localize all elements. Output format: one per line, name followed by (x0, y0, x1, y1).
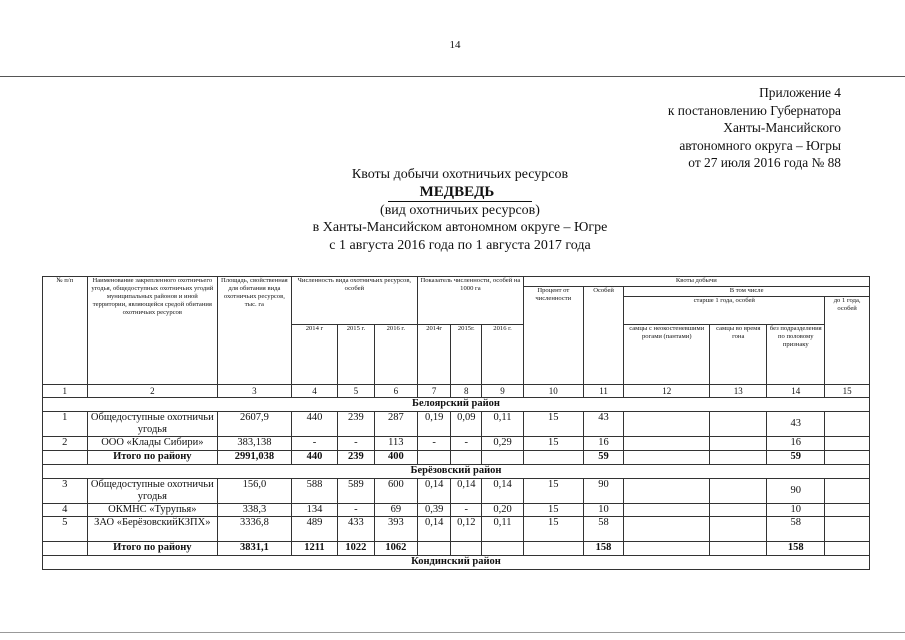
row-area: 3336,8 (218, 517, 292, 542)
total-count: 158 (583, 542, 623, 556)
total-p2014: 1211 (291, 542, 338, 556)
header-year: 2016 г. (482, 325, 523, 385)
row-count: 58 (583, 517, 623, 542)
column-number: 11 (583, 385, 623, 398)
row-c15 (825, 479, 870, 504)
row-c12 (624, 412, 710, 437)
row-d2015: 0,09 (451, 412, 482, 437)
total-p2016: 400 (374, 451, 418, 465)
row-d2015: - (451, 437, 482, 451)
row-d2016: 0,11 (482, 412, 523, 437)
row-p2015: - (338, 437, 374, 451)
row-percent: 15 (523, 412, 583, 437)
row-p2014: 134 (291, 504, 338, 517)
table-row (43, 504, 870, 517)
row-no: 4 (43, 504, 88, 517)
header-year: 2016 г. (374, 325, 418, 385)
row-d2016: 0,20 (482, 504, 523, 517)
appendix-line: Ханты-Мансийского (723, 120, 841, 135)
row-p2015: - (338, 504, 374, 517)
district-name: Белоярский район (43, 398, 870, 412)
header-males-antler: самцы с неокостеневшими рогами (пантами) (624, 325, 710, 385)
district-name: Берёзовский район (43, 465, 870, 479)
header-population: Численность вида охотничьих ресурсов, особей (291, 277, 417, 325)
table-row (43, 517, 870, 542)
row-c14: 43 (767, 412, 825, 437)
header-year: 2015г. (451, 325, 482, 385)
row-no: 2 (43, 437, 88, 451)
row-c13 (710, 437, 767, 451)
column-number: 12 (624, 385, 710, 398)
row-d2015: 0,12 (451, 517, 482, 542)
district-row (43, 398, 870, 412)
row-d2016: 0,29 (482, 437, 523, 451)
row-c12 (624, 479, 710, 504)
row-d2015: 0,14 (451, 479, 482, 504)
appendix-line: Приложение 4 (759, 85, 841, 100)
row-name: ЗАО «БерёзовскийКЗПХ» (87, 517, 218, 542)
row-d2016: 0,14 (482, 479, 523, 504)
column-number: 3 (218, 385, 292, 398)
row-no: 3 (43, 479, 88, 504)
row-d2015: - (451, 504, 482, 517)
row-d2014: - (418, 437, 451, 451)
column-number: 5 (338, 385, 374, 398)
header-year: 2015 г. (338, 325, 374, 385)
header-area: Площадь, свойственная для обитания вида охотничьих ресурсов, тыс. га (218, 277, 292, 385)
header-no-sex: без подразделения по половому признаку (767, 325, 825, 385)
page-number: 14 (449, 39, 461, 51)
row-area: 383,138 (218, 437, 292, 451)
row-count: 10 (583, 504, 623, 517)
row-c13 (710, 504, 767, 517)
district-total-row (43, 542, 870, 556)
document-title (250, 166, 670, 254)
title-line: (вид охотничьих ресурсов) (380, 202, 540, 218)
title-line: Квоты добычи охотничьих ресурсов (351, 167, 569, 182)
row-count: 16 (583, 437, 623, 451)
appendix-line: от 27 июля 2016 года № 88 (688, 155, 841, 170)
row-c13 (710, 412, 767, 437)
column-number: 10 (523, 385, 583, 398)
district-row (43, 465, 870, 479)
quota-table (42, 276, 870, 570)
row-c12 (624, 437, 710, 451)
row-d2016: 0,11 (482, 517, 523, 542)
table-row (43, 437, 870, 451)
district-name: Кондинский район (43, 556, 870, 570)
total-p2015: 1022 (338, 542, 374, 556)
top-rule (0, 76, 905, 77)
row-p2015: 589 (338, 479, 374, 504)
row-p2014: - (291, 437, 338, 451)
row-p2014: 588 (291, 479, 338, 504)
row-c12 (624, 517, 710, 542)
total-area: 3831,1 (218, 542, 292, 556)
header-including: В том числе (624, 287, 870, 297)
total-count: 59 (583, 451, 623, 465)
row-c15 (825, 412, 870, 437)
row-p2016: 113 (374, 437, 418, 451)
row-p2016: 287 (374, 412, 418, 437)
total-label: Итого по району (87, 542, 218, 556)
header-year: 2014г (418, 325, 451, 385)
row-c14: 58 (767, 517, 825, 542)
column-number: 1 (43, 385, 88, 398)
column-number: 13 (710, 385, 767, 398)
row-area: 2607,9 (218, 412, 292, 437)
row-c15 (825, 437, 870, 451)
resource-name: МЕДВЕДЬ (388, 184, 533, 202)
column-number: 4 (291, 385, 338, 398)
total-c14: 59 (767, 451, 825, 465)
title-line: в Ханты-Мансийском автономном округе – Югре (312, 220, 608, 235)
district-row (43, 556, 870, 570)
row-c14: 10 (767, 504, 825, 517)
column-number: 8 (451, 385, 482, 398)
row-p2016: 69 (374, 504, 418, 517)
header-name: Наименование закрепленного охотничьего угодья, общедоступных охотничьих угодий муниципальных районов и иной территории, являющейся средой обитания охотничьих ресурсов (87, 277, 218, 385)
header-percent: Процент от численности (523, 287, 583, 385)
header-year: 2014 г (291, 325, 338, 385)
row-c14: 90 (767, 479, 825, 504)
row-name: Общедоступные охотничьи угодья (87, 479, 218, 504)
header-quotas: Квоты добычи (523, 277, 869, 287)
row-area: 156,0 (218, 479, 292, 504)
row-c12 (624, 504, 710, 517)
total-p2016: 1062 (374, 542, 418, 556)
row-count: 43 (583, 412, 623, 437)
row-c15 (825, 504, 870, 517)
column-number: 7 (418, 385, 451, 398)
row-d2014: 0,14 (418, 517, 451, 542)
column-number: 2 (87, 385, 218, 398)
district-total-row (43, 451, 870, 465)
row-percent: 15 (523, 504, 583, 517)
total-c14: 158 (767, 542, 825, 556)
header-older: старше 1 года, особей (624, 297, 825, 325)
header-density: Показатель численности, особей на 1000 га (418, 277, 524, 325)
row-c14: 16 (767, 437, 825, 451)
total-area: 2991,038 (218, 451, 292, 465)
row-percent: 15 (523, 437, 583, 451)
row-percent: 15 (523, 517, 583, 542)
row-name: Общедоступные охотничьи угодья (87, 412, 218, 437)
row-p2014: 489 (291, 517, 338, 542)
column-number: 14 (767, 385, 825, 398)
header-under1: до 1 года, особей (825, 297, 870, 385)
total-label: Итого по району (87, 451, 218, 465)
bottom-rule (0, 632, 905, 633)
row-percent: 15 (523, 479, 583, 504)
table-row (43, 479, 870, 504)
header-males-rut: самцы во время гона (710, 325, 767, 385)
row-no: 1 (43, 412, 88, 437)
row-p2015: 239 (338, 412, 374, 437)
appendix-line: автономного округа – Югры (679, 137, 841, 153)
row-d2014: 0,19 (418, 412, 451, 437)
row-p2015: 433 (338, 517, 374, 542)
row-p2016: 600 (374, 479, 418, 504)
table-row (43, 412, 870, 437)
row-p2014: 440 (291, 412, 338, 437)
row-c15 (825, 517, 870, 542)
column-number: 15 (825, 385, 870, 398)
row-c13 (710, 479, 767, 504)
row-count: 90 (583, 479, 623, 504)
row-no: 5 (43, 517, 88, 542)
column-number-row (43, 385, 870, 398)
column-number: 9 (482, 385, 523, 398)
row-area: 338,3 (218, 504, 292, 517)
row-c13 (710, 517, 767, 542)
appendix-line: к постановлению Губернатора (667, 102, 841, 118)
header-individuals: Особей (583, 287, 623, 385)
row-name: ООО «Клады Сибири» (87, 437, 218, 451)
row-p2016: 393 (374, 517, 418, 542)
appendix-block (668, 84, 841, 172)
header-no: № п/п (43, 277, 88, 385)
total-p2015: 239 (338, 451, 374, 465)
row-name: ОКМНС «Турупья» (87, 504, 218, 517)
column-number: 6 (374, 385, 418, 398)
title-line: с 1 августа 2016 года по 1 августа 2017 года (329, 237, 591, 253)
total-p2014: 440 (291, 451, 338, 465)
row-d2014: 0,39 (418, 504, 451, 517)
row-d2014: 0,14 (418, 479, 451, 504)
